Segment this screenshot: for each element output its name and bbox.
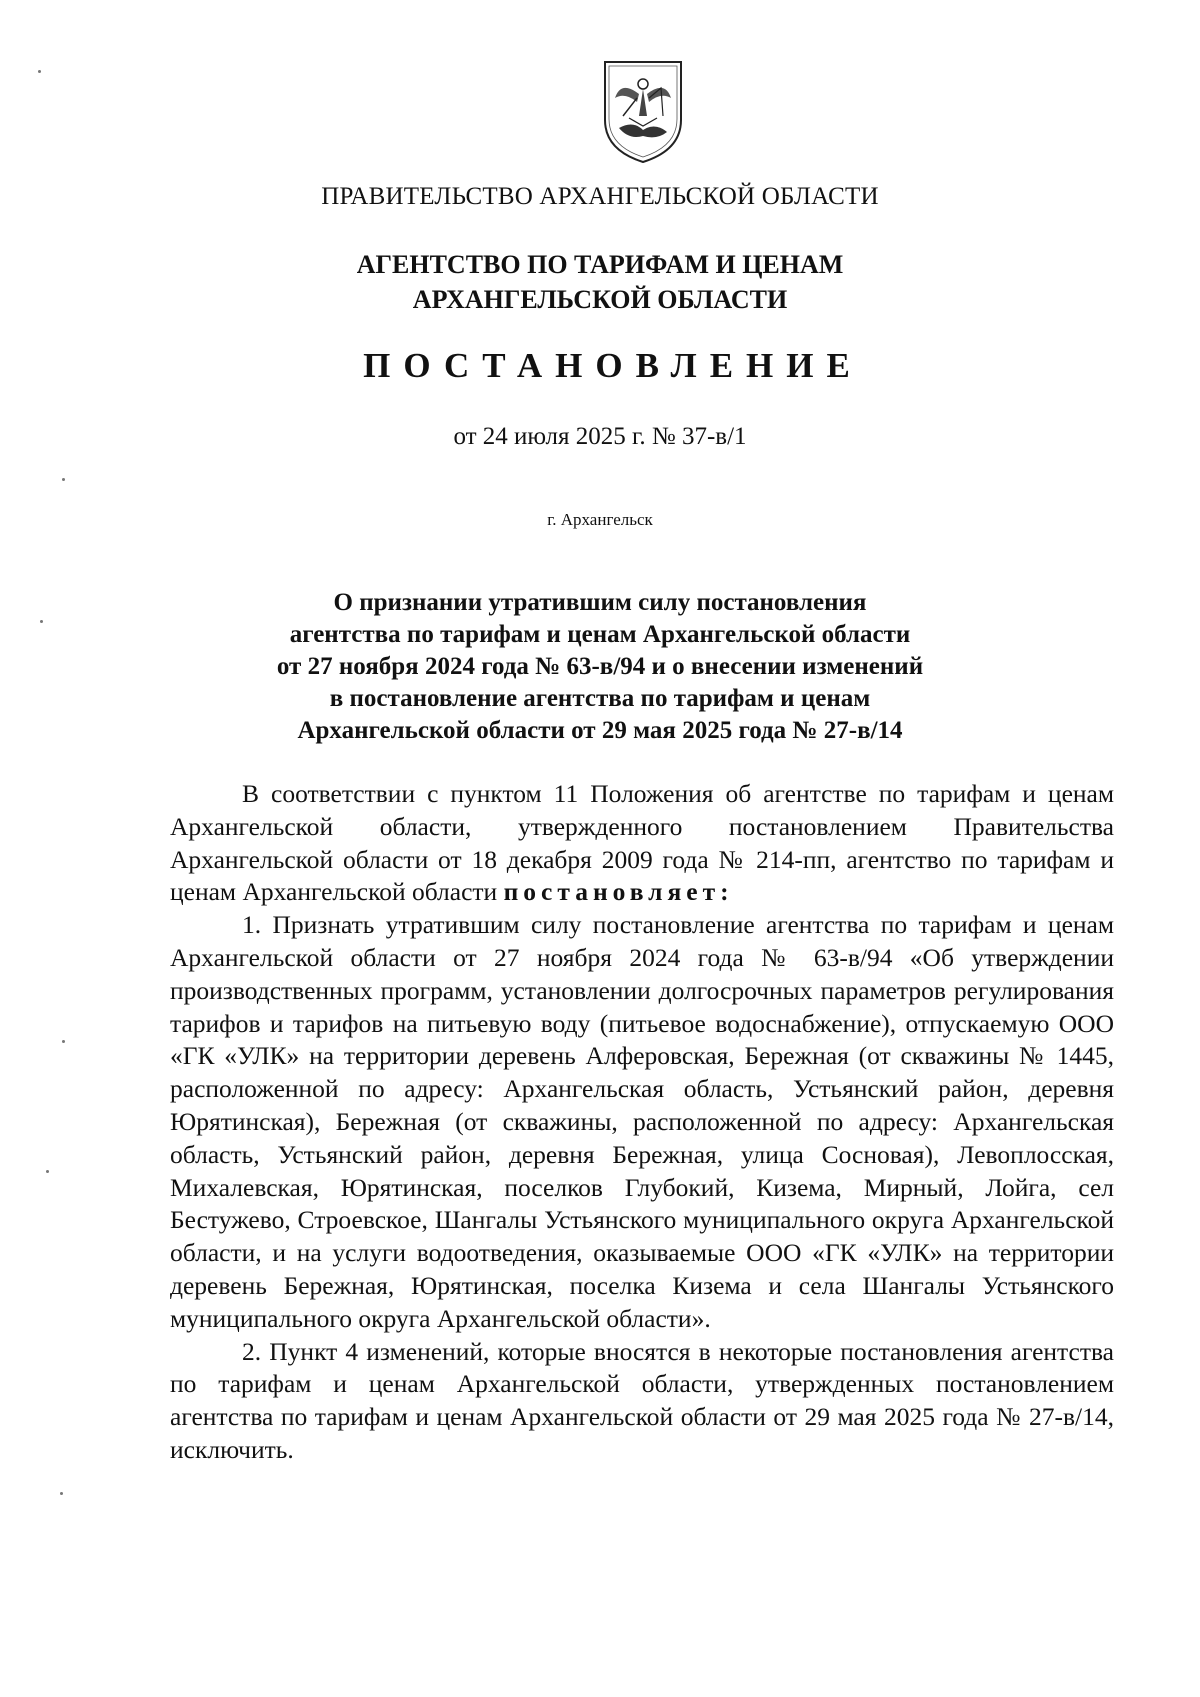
agency-title bbox=[0, 247, 1200, 317]
document-body bbox=[170, 778, 1114, 1467]
document-date-number: от 24 июля 2025 г. № 37-в/1 bbox=[453, 423, 747, 450]
document-type: ПОСТАНОВЛЕНИЕ bbox=[363, 346, 863, 385]
document-subject bbox=[0, 587, 1200, 747]
scan-speck bbox=[60, 1492, 63, 1495]
subject-line-4: в постановление агентства по тарифам и ценам bbox=[329, 685, 871, 712]
scan-speck bbox=[40, 620, 43, 623]
coat-of-arms-icon bbox=[599, 58, 687, 166]
resolves-word: постановляет: bbox=[503, 877, 734, 907]
subject-line-2: агентства по тарифам и ценам Архангельской области bbox=[289, 621, 911, 648]
scan-speck bbox=[62, 478, 65, 481]
subject-line-5: Архангельской области от 29 мая 2025 года № 27-в/14 bbox=[297, 717, 903, 744]
agency-title-line-2: АРХАНГЕЛЬСКОЙ ОБЛАСТИ bbox=[412, 285, 788, 314]
scan-speck bbox=[38, 70, 41, 73]
item-2-paragraph: 2. Пункт 4 изменений, которые вносятся в некоторые постановления агентства по тарифам и ценам Архангельской области, утвержденных постановлением агентства по тарифам и ценам Архангельской области от 29 мая 2025 года № 27-в/14, исключить. bbox=[170, 1336, 1114, 1464]
subject-line-3: от 27 ноября 2024 года № 63-в/94 и о внесении изменений bbox=[276, 653, 924, 680]
subject-line-1: О признании утратившим силу постановления bbox=[333, 589, 867, 616]
scan-speck bbox=[46, 1170, 49, 1173]
preamble-paragraph bbox=[170, 778, 1114, 909]
government-title: ПРАВИТЕЛЬСТВО АРХАНГЕЛЬСКОЙ ОБЛАСТИ bbox=[321, 183, 879, 210]
agency-title-line-1: АГЕНТСТВО ПО ТАРИФАМ И ЦЕНАМ bbox=[356, 250, 844, 279]
preamble-text: В соответствии с пунктом 11 Положения об агентстве по тарифам и ценам Архангельской области, утвержденного постановлением Правительства Архангельской области от 18 декабря 2009 года № 214-пп, агентство по тарифам и ценам Архангельской области bbox=[170, 779, 1114, 907]
item-1-paragraph: 1. Признать утратившим силу постановление агентства по тарифам и ценам Архангельской области от 27 ноября 2024 года № 63-в/94 «Об утверждении производственных программ, установлении долгосрочных параметров регулирования тарифов и тарифов на питьевую воду (питьевое водоснабжение), отпускаемую ООО «ГК «УЛК» на территории деревень Алферовская, Бережная (от скважины № 1445, расположенной по адресу: Архангельская область, Устьянский район, деревня Юрятинская), Бережная (от скважины, расположенной по адресу: Архангельская область, Устьянский район, деревня Бережная, улица Сосновая), Левоплосская, Михалевская, Юрятинская, поселков Глубокий, Кизема, Мирный, Лойга, сел Бестужево, Строевское, Шангалы Устьянского муниципального округа Архангельской области, и на услуги водоотведения, оказываемые ООО «ГК «УЛК» на территории деревень Бережная, Юрятинская, поселка Кизема и села Шангалы Устьянского муниципального округа Архангельской области». bbox=[170, 910, 1114, 1333]
document-city: г. Архангельск bbox=[547, 510, 653, 529]
scan-speck bbox=[62, 1040, 65, 1043]
